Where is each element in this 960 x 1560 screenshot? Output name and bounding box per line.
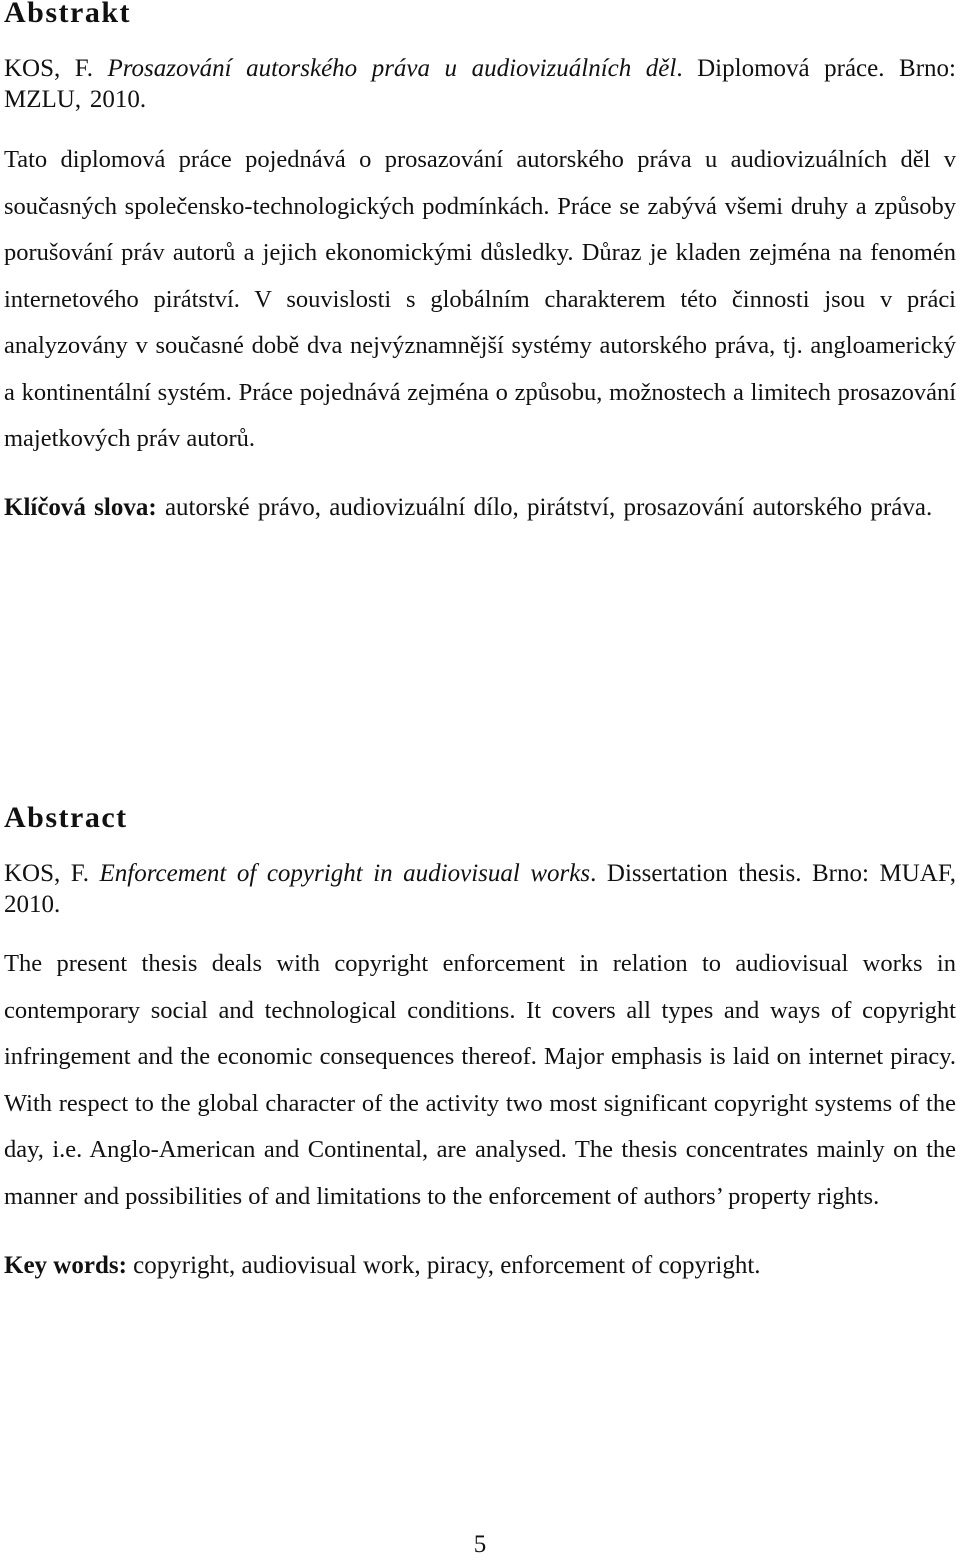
czech-heading: Abstrakt <box>4 0 132 29</box>
czech-abstract-section <box>4 0 956 523</box>
english-citation-rest: . Dissertation thesis. Brno: MUAF, 2010. <box>4 860 956 918</box>
czech-citation-author: KOS, F. <box>4 55 108 82</box>
czech-citation-title: Prosazování autorského práva u audiovizuálních děl <box>107 55 677 82</box>
czech-keywords-label: Klíčová slova: <box>4 493 157 521</box>
czech-keywords <box>4 492 956 523</box>
english-heading: Abstract <box>4 801 128 834</box>
english-citation <box>4 858 956 920</box>
english-keywords-list: copyright, audiovisual work, piracy, enforcement of copyright. <box>126 1252 761 1279</box>
english-keywords <box>4 1250 956 1281</box>
english-citation-title: Enforcement of copyright in audiovisual works <box>99 860 591 887</box>
english-keywords-label: Key words: <box>4 1252 127 1279</box>
english-abstract-text: The present thesis deals with copyright enforcement in relation to audiovisual works in contemporary social and technological conditions. It covers all types and ways of copyright infringement and the economic consequences thereof. Major emphasis is laid on internet piracy. With respect to the global character of the activity two most significant copyright systems of the day, i.e. Anglo-American and Continental, are analysed. The thesis concentrates mainly on the manner and possibilities of and limitations to the enforcement of authors’ property rights. <box>4 950 956 1210</box>
english-citation-author: KOS, F. <box>4 860 100 887</box>
czech-keywords-list: autorské právo, audiovizuální dílo, pirátství, prosazování autorského práva. <box>156 493 933 521</box>
page-number: 5 <box>473 1531 487 1558</box>
czech-citation-rest: . Diplomová práce. Brno: MZLU, 2010. <box>4 55 956 113</box>
czech-abstract-text: Tato diplomová práce pojednává o prosazování autorského práva u audiovizuálních děl v současných společensko-technologických podmínkách. Práce se zabývá všemi druhy a způsoby porušování práv autorů a jejich ekonomickými důsledky. Důraz je kladen zejména na fenomén internetového pirátství. V souvislosti s globálním charakterem této činnosti jsou v práci analyzovány v současné době dva nejvýznamnější systémy autorského práva, tj. angloamerický a kontinentální systém. Práce pojednává zejména o způsobu, možnostech a limitech prosazování majetkových práv autorů. <box>4 146 956 452</box>
czech-citation <box>4 53 956 115</box>
english-abstract-section <box>4 798 956 1281</box>
